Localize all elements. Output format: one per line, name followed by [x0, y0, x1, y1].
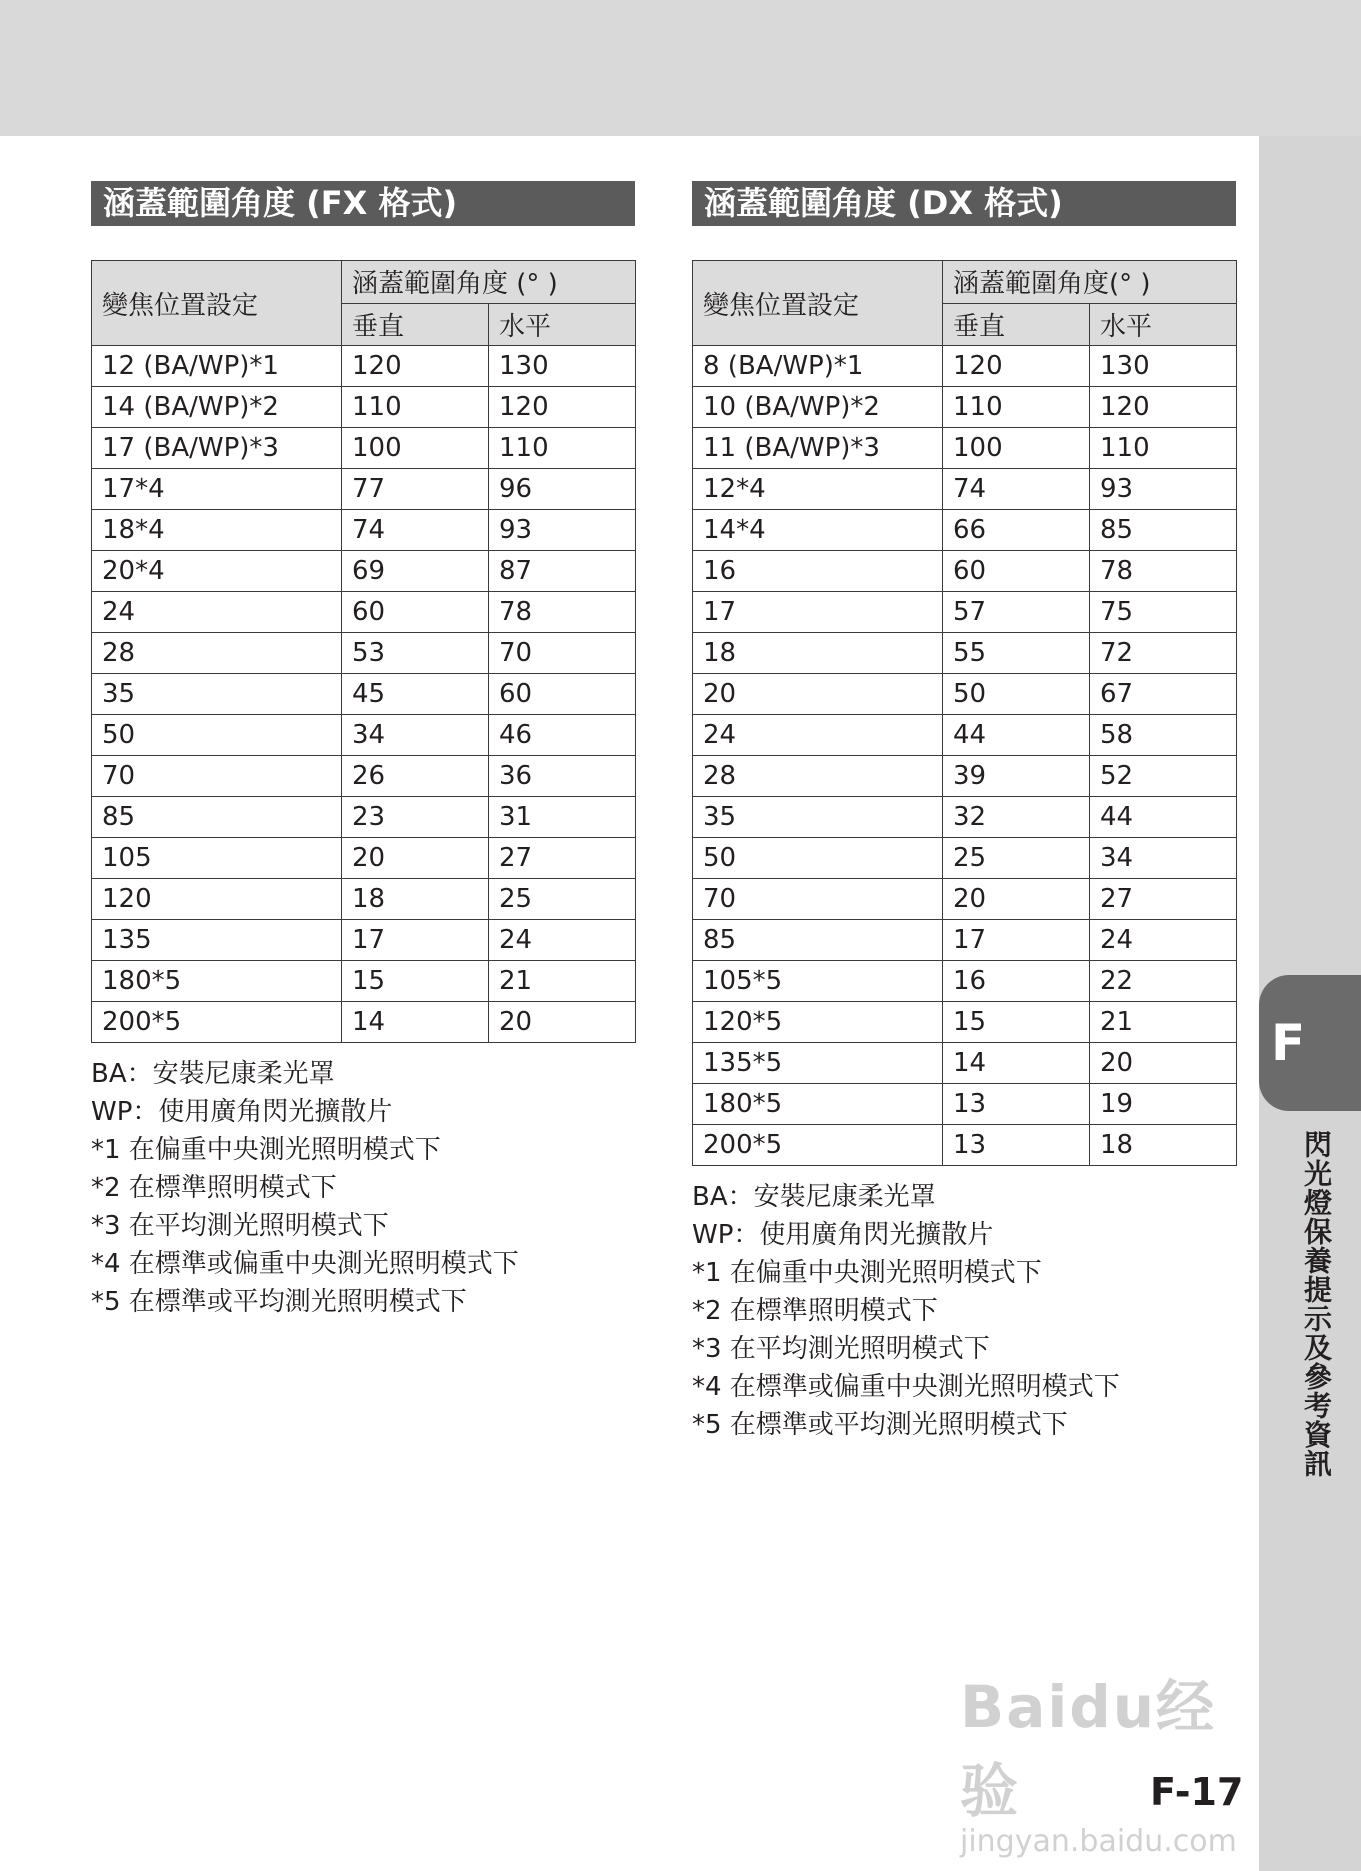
zoom-cell: 85	[693, 920, 943, 961]
vertical-cell: 25	[943, 838, 1090, 879]
dx-header-vertical: 垂直	[943, 303, 1090, 346]
vertical-cell: 23	[342, 797, 489, 838]
zoom-cell: 16	[693, 551, 943, 592]
fx-coverage-table	[91, 260, 636, 1043]
footnote: *1 在偏重中央測光照明模式下	[692, 1258, 1042, 1288]
vertical-cell: 18	[342, 879, 489, 920]
zoom-cell: 200*5	[693, 1125, 943, 1166]
footnote: WP：使用廣角閃光擴散片	[91, 1097, 393, 1127]
horizontal-cell: 24	[1090, 920, 1237, 961]
zoom-cell: 18	[693, 633, 943, 674]
table-row	[693, 920, 1237, 961]
vertical-cell: 69	[342, 551, 489, 592]
vertical-cell: 15	[943, 1002, 1090, 1043]
vertical-cell: 14	[943, 1043, 1090, 1084]
horizontal-cell: 22	[1090, 961, 1237, 1002]
horizontal-cell: 110	[1090, 428, 1237, 469]
vertical-cell: 44	[943, 715, 1090, 756]
fx-header-angle: 涵蓋範圍角度 (° )	[342, 261, 636, 304]
dx-header-horizontal: 水平	[1090, 303, 1237, 346]
footnote: *1 在偏重中央測光照明模式下	[91, 1135, 441, 1165]
table-row	[92, 674, 636, 715]
footnote: *2 在標準照明模式下	[692, 1296, 938, 1326]
table-row	[92, 715, 636, 756]
horizontal-cell: 24	[489, 920, 636, 961]
chapter-tab	[1259, 975, 1361, 1111]
table-row	[92, 879, 636, 920]
horizontal-cell: 27	[1090, 879, 1237, 920]
table-row	[693, 428, 1237, 469]
zoom-cell: 35	[92, 674, 342, 715]
horizontal-cell: 20	[489, 1002, 636, 1043]
table-row	[92, 592, 636, 633]
vertical-cell: 60	[943, 551, 1090, 592]
horizontal-cell: 46	[489, 715, 636, 756]
fx-header-horizontal: 水平	[489, 303, 636, 346]
vertical-cell: 55	[943, 633, 1090, 674]
vertical-cell: 20	[943, 879, 1090, 920]
vertical-cell: 20	[342, 838, 489, 879]
table-row	[693, 346, 1237, 387]
zoom-cell: 8 (BA/WP)*1	[693, 346, 943, 387]
vertical-cell: 53	[342, 633, 489, 674]
fx-header-zoom: 變焦位置設定	[92, 261, 342, 346]
horizontal-cell: 52	[1090, 756, 1237, 797]
zoom-cell: 200*5	[92, 1002, 342, 1043]
zoom-cell: 180*5	[92, 961, 342, 1002]
zoom-cell: 70	[693, 879, 943, 920]
horizontal-cell: 120	[1090, 387, 1237, 428]
table-row	[92, 346, 636, 387]
footnote: *2 在標準照明模式下	[91, 1173, 337, 1203]
table-row	[92, 387, 636, 428]
vertical-cell: 100	[943, 428, 1090, 469]
zoom-cell: 135*5	[693, 1043, 943, 1084]
horizontal-cell: 70	[489, 633, 636, 674]
horizontal-cell: 19	[1090, 1084, 1237, 1125]
horizontal-cell: 36	[489, 756, 636, 797]
horizontal-cell: 93	[489, 510, 636, 551]
table-row	[693, 797, 1237, 838]
table-row	[92, 756, 636, 797]
footnote: BA：安裝尼康柔光罩	[91, 1059, 335, 1089]
footnote: *4 在標準或偏重中央測光照明模式下	[91, 1249, 519, 1279]
horizontal-cell: 110	[489, 428, 636, 469]
table-row	[92, 961, 636, 1002]
vertical-cell: 50	[943, 674, 1090, 715]
horizontal-cell: 20	[1090, 1043, 1237, 1084]
zoom-cell: 50	[693, 838, 943, 879]
table-row	[92, 510, 636, 551]
zoom-cell: 105*5	[693, 961, 943, 1002]
dx-header-angle: 涵蓋範圍角度(° )	[943, 261, 1237, 304]
table-row	[693, 879, 1237, 920]
zoom-cell: 120	[92, 879, 342, 920]
zoom-cell: 17*4	[92, 469, 342, 510]
horizontal-cell: 21	[489, 961, 636, 1002]
fx-section	[91, 181, 635, 1321]
table-row	[693, 469, 1237, 510]
vertical-cell: 14	[342, 1002, 489, 1043]
horizontal-cell: 21	[1090, 1002, 1237, 1043]
zoom-cell: 17 (BA/WP)*3	[92, 428, 342, 469]
horizontal-cell: 67	[1090, 674, 1237, 715]
table-row	[693, 838, 1237, 879]
zoom-cell: 180*5	[693, 1084, 943, 1125]
vertical-cell: 74	[342, 510, 489, 551]
vertical-cell: 34	[342, 715, 489, 756]
zoom-cell: 135	[92, 920, 342, 961]
horizontal-cell: 130	[489, 346, 636, 387]
footnote: *4 在標準或偏重中央測光照明模式下	[692, 1372, 1120, 1402]
table-row	[92, 838, 636, 879]
horizontal-cell: 78	[1090, 551, 1237, 592]
table-row	[693, 1002, 1237, 1043]
vertical-cell: 100	[342, 428, 489, 469]
horizontal-cell: 87	[489, 551, 636, 592]
vertical-cell: 60	[342, 592, 489, 633]
chapter-vertical-title: 閃光燈保養提示及參考資訊	[1300, 1130, 1333, 1478]
vertical-cell: 17	[943, 920, 1090, 961]
zoom-cell: 24	[92, 592, 342, 633]
table-row	[92, 633, 636, 674]
vertical-cell: 77	[342, 469, 489, 510]
table-row	[92, 428, 636, 469]
horizontal-cell: 93	[1090, 469, 1237, 510]
fx-notes	[91, 1055, 635, 1321]
vertical-cell: 66	[943, 510, 1090, 551]
dx-header-zoom: 變焦位置設定	[693, 261, 943, 346]
vertical-cell: 57	[943, 592, 1090, 633]
footnote: *5 在標準或平均測光照明模式下	[692, 1410, 1068, 1440]
vertical-cell: 39	[943, 756, 1090, 797]
zoom-cell: 17	[693, 592, 943, 633]
horizontal-cell: 25	[489, 879, 636, 920]
zoom-cell: 12*4	[693, 469, 943, 510]
dx-notes	[692, 1178, 1236, 1444]
watermark-url: jingyan.baidu.com	[960, 1824, 1237, 1859]
table-row	[693, 1125, 1237, 1166]
zoom-cell: 24	[693, 715, 943, 756]
vertical-cell: 13	[943, 1084, 1090, 1125]
vertical-cell: 74	[943, 469, 1090, 510]
vertical-cell: 13	[943, 1125, 1090, 1166]
dx-coverage-table	[692, 260, 1237, 1166]
zoom-cell: 14*4	[693, 510, 943, 551]
table-row	[92, 551, 636, 592]
horizontal-cell: 130	[1090, 346, 1237, 387]
table-row	[92, 797, 636, 838]
zoom-cell: 35	[693, 797, 943, 838]
horizontal-cell: 18	[1090, 1125, 1237, 1166]
vertical-cell: 110	[943, 387, 1090, 428]
horizontal-cell: 78	[489, 592, 636, 633]
zoom-cell: 28	[92, 633, 342, 674]
zoom-cell: 20*4	[92, 551, 342, 592]
fx-header-vertical: 垂直	[342, 303, 489, 346]
table-row	[693, 756, 1237, 797]
vertical-cell: 17	[342, 920, 489, 961]
footnote: BA：安裝尼康柔光罩	[692, 1182, 936, 1212]
table-row	[693, 633, 1237, 674]
footnote: WP：使用廣角閃光擴散片	[692, 1220, 994, 1250]
zoom-cell: 18*4	[92, 510, 342, 551]
horizontal-cell: 58	[1090, 715, 1237, 756]
zoom-cell: 12 (BA/WP)*1	[92, 346, 342, 387]
horizontal-cell: 75	[1090, 592, 1237, 633]
vertical-cell: 120	[342, 346, 489, 387]
horizontal-cell: 72	[1090, 633, 1237, 674]
zoom-cell: 14 (BA/WP)*2	[92, 387, 342, 428]
zoom-cell: 120*5	[693, 1002, 943, 1043]
horizontal-cell: 34	[1090, 838, 1237, 879]
zoom-cell: 11 (BA/WP)*3	[693, 428, 943, 469]
vertical-cell: 16	[943, 961, 1090, 1002]
page-number: F-17	[1150, 1770, 1244, 1814]
zoom-cell: 50	[92, 715, 342, 756]
table-row	[693, 551, 1237, 592]
table-row	[92, 920, 636, 961]
horizontal-cell: 31	[489, 797, 636, 838]
footnote: *3 在平均測光照明模式下	[91, 1211, 389, 1241]
horizontal-cell: 27	[489, 838, 636, 879]
table-row	[693, 592, 1237, 633]
table-row	[693, 715, 1237, 756]
vertical-cell: 26	[342, 756, 489, 797]
horizontal-cell: 120	[489, 387, 636, 428]
horizontal-cell: 60	[489, 674, 636, 715]
table-row	[92, 1002, 636, 1043]
vertical-cell: 110	[342, 387, 489, 428]
horizontal-cell: 44	[1090, 797, 1237, 838]
zoom-cell: 28	[693, 756, 943, 797]
footnote: *5 在標準或平均測光照明模式下	[91, 1287, 467, 1317]
table-row	[693, 387, 1237, 428]
dx-section-title: 涵蓋範圍角度 (DX 格式)	[692, 181, 1236, 226]
table-row	[92, 469, 636, 510]
zoom-cell: 105	[92, 838, 342, 879]
zoom-cell: 10 (BA/WP)*2	[693, 387, 943, 428]
top-band	[0, 0, 1361, 136]
table-row	[693, 961, 1237, 1002]
table-row	[693, 1043, 1237, 1084]
watermark-logo: Baidu经验	[960, 1673, 1217, 1825]
table-row	[693, 1084, 1237, 1125]
chapter-tab-letter: F	[1271, 1014, 1306, 1072]
dx-section	[692, 181, 1236, 1444]
vertical-cell: 15	[342, 961, 489, 1002]
table-row	[693, 510, 1237, 551]
dx-table-body	[693, 346, 1237, 1166]
zoom-cell: 70	[92, 756, 342, 797]
fx-section-title: 涵蓋範圍角度 (FX 格式)	[91, 181, 635, 226]
horizontal-cell: 85	[1090, 510, 1237, 551]
zoom-cell: 85	[92, 797, 342, 838]
vertical-cell: 120	[943, 346, 1090, 387]
zoom-cell: 20	[693, 674, 943, 715]
vertical-cell: 32	[943, 797, 1090, 838]
vertical-cell: 45	[342, 674, 489, 715]
horizontal-cell: 96	[489, 469, 636, 510]
table-row	[693, 674, 1237, 715]
fx-table-body	[92, 346, 636, 1043]
footnote: *3 在平均測光照明模式下	[692, 1334, 990, 1364]
